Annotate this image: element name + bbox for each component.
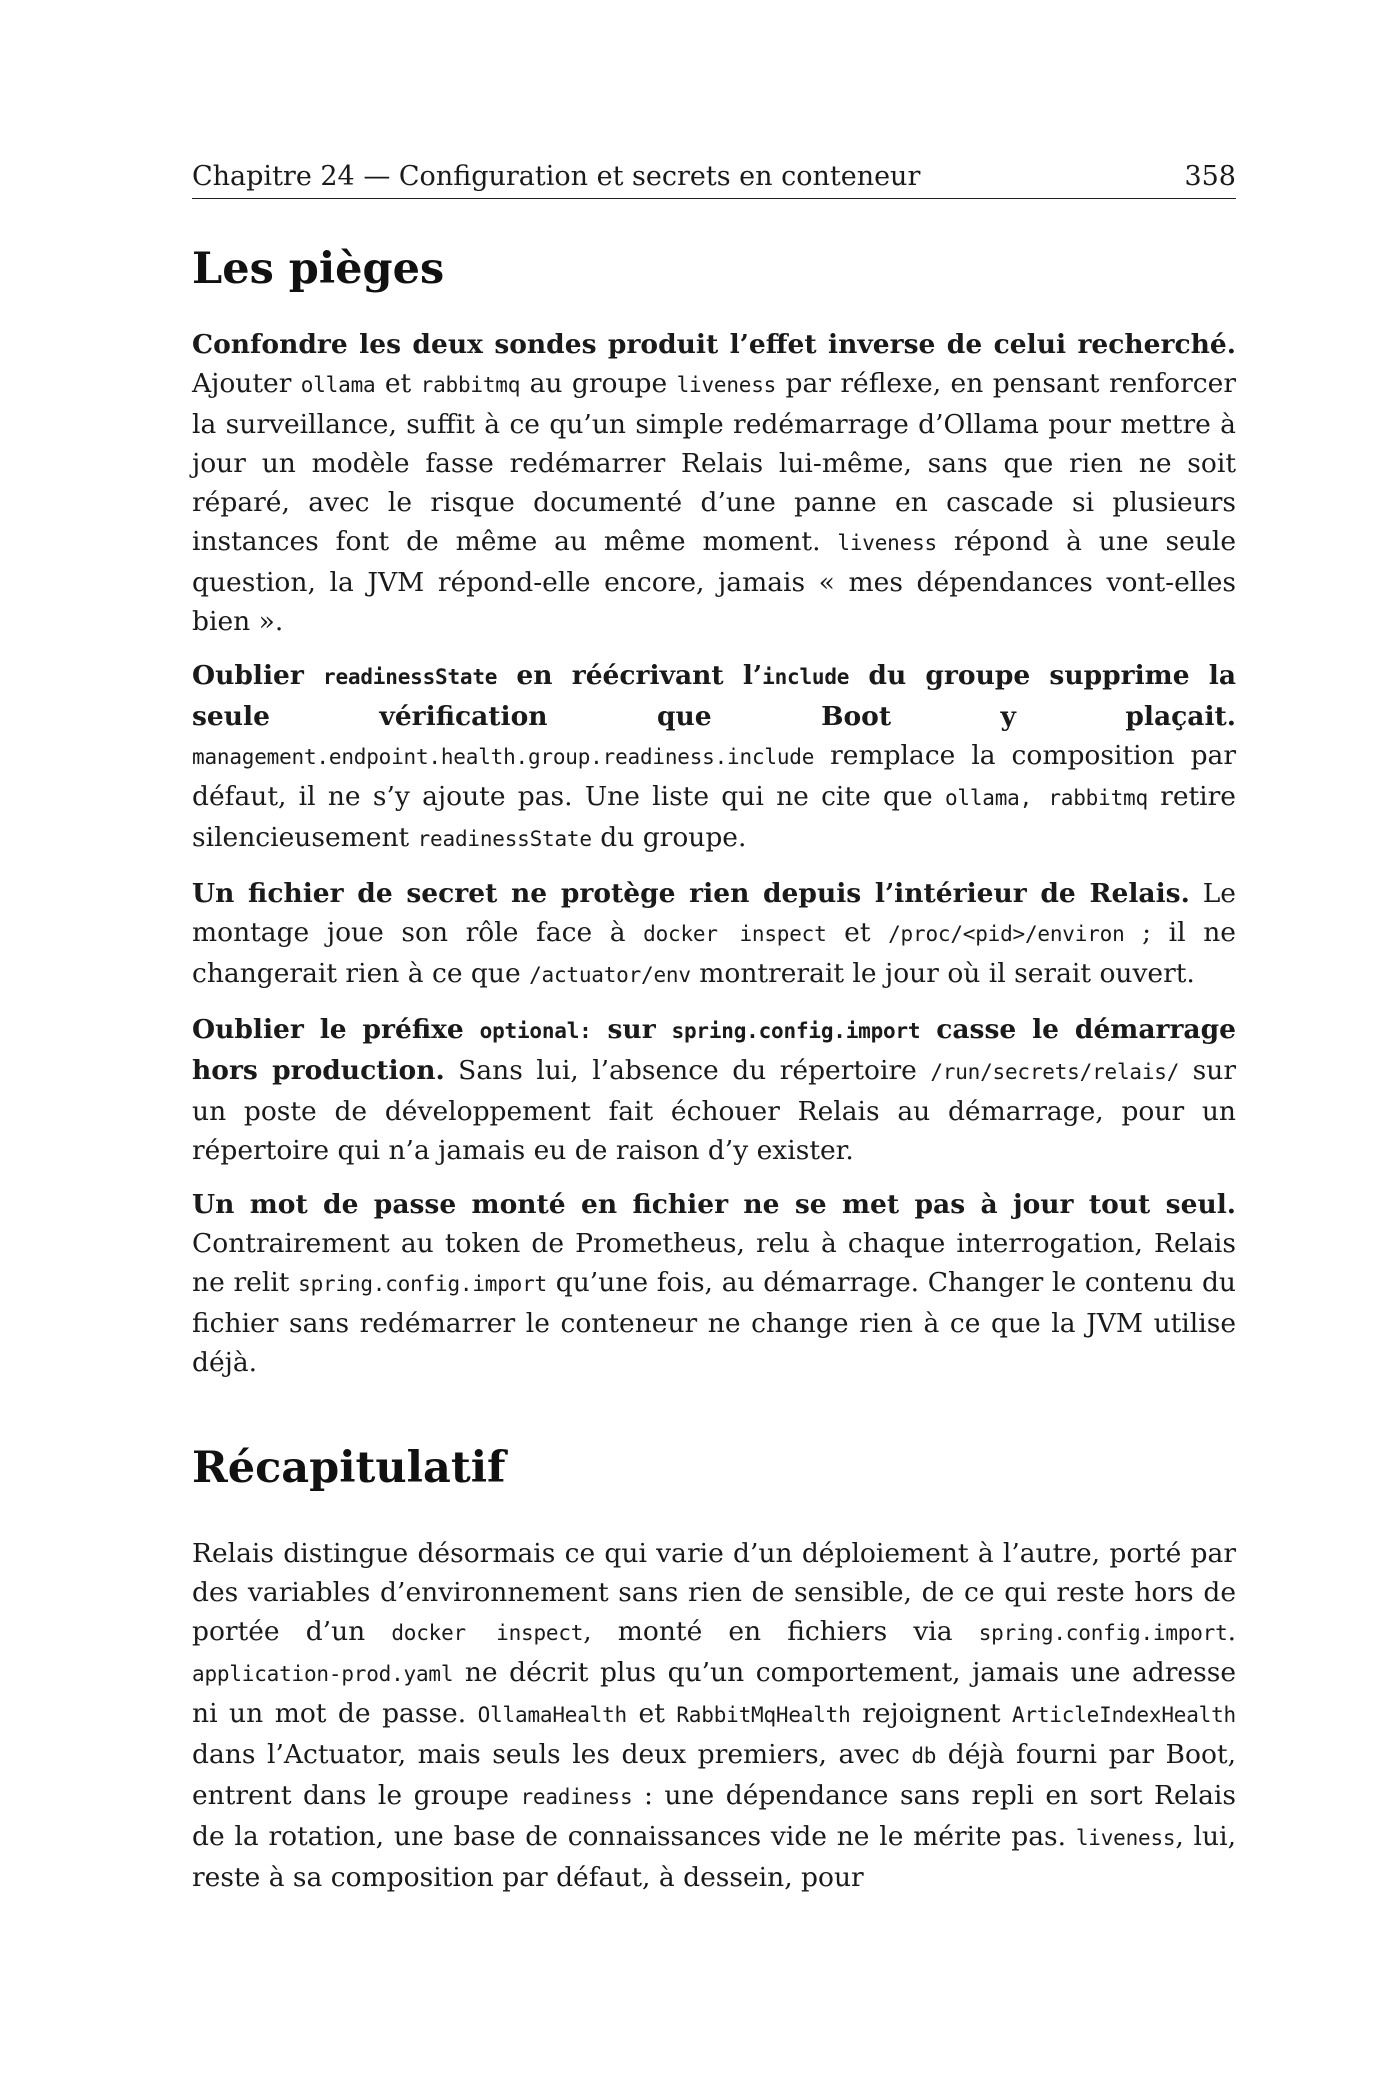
inline-code: liveness: [837, 531, 937, 555]
section-heading-pieges: Les pièges: [192, 244, 445, 294]
inline-code: management.endpoint.health.group.readiness.include: [192, 745, 815, 769]
inline-code: docker inspect: [391, 1621, 584, 1645]
paragraph-pitfall-optional-prefix: Oublier le préfixe optional: sur spring.config.import casse le démarrage hors production. Sans lui, l’absence du répertoire /run/secrets/relais/ sur un poste de développement fait échouer Relais au démarrage, pour un répertoire qui n’a jamais eu de raison d’y exister.: [192, 1014, 1237, 1166]
inline-code: spring.config.import: [978, 1621, 1228, 1645]
inline-code: readinessState: [417, 827, 592, 851]
inline-code: OllamaHealth: [477, 1703, 627, 1727]
inline-code: RabbitMqHealth: [676, 1703, 851, 1727]
pitfall-lead: Oublier readinessState en réécrivant l’include du groupe supprime la seule vérification que Boot y plaçait.: [192, 660, 1236, 732]
inline-code: /proc/<pid>/environ: [888, 922, 1125, 946]
paragraph-pitfall-secret-file: Un fichier de secret ne protège rien depuis l’intérieur de Relais. Le montage joue son rôle face à docker inspect et /proc/<pid>/environ ; il ne changerait rien à ce que /actuator/env montrerait le jour où il serait ouvert.: [192, 878, 1236, 989]
pitfall-lead: Un mot de passe monté en fichier ne se met pas à jour tout seul.: [192, 1189, 1236, 1220]
paragraph-pitfall-readiness-state: Oublier readinessState en réécrivant l’include du groupe supprime la seule vérification que Boot y plaçait. management.endpoint.health.group.readiness.include remplace la composition par défaut, il ne s’y ajoute pas. Une liste qui ne cite que ollama, rabbitmq retire silencieusement readinessState du groupe.: [192, 660, 1236, 853]
section-heading-recap: Récapitulatif: [192, 1443, 506, 1493]
inline-code: liveness: [1075, 1826, 1176, 1850]
inline-code: liveness: [676, 373, 777, 397]
page-number: 358: [1184, 161, 1236, 192]
inline-code: /run/secrets/relais/: [930, 1060, 1180, 1084]
inline-code: application-prod.yaml: [192, 1662, 454, 1686]
inline-code: rabbitmq: [420, 373, 521, 397]
running-header: [192, 160, 1236, 199]
inline-code: /actuator/env: [529, 963, 691, 987]
pitfall-lead: Confondre les deux sondes produit l’effet inverse de celui recherché.: [192, 329, 1236, 360]
inline-code: ollama, rabbitmq: [944, 786, 1148, 810]
paragraph-pitfall-password-refresh: Un mot de passe monté en fichier ne se met pas à jour tout seul. Contrairement au token de Prometheus, relu à chaque interrogation, Relais ne relit spring.config.import qu’une fois, au démarrage. Changer le contenu du fichier sans redémarrer le conteneur ne change rien à ce que la JVM utilise déjà.: [192, 1189, 1236, 1378]
pitfall-lead: Un fichier de secret ne protège rien depuis l’intérieur de Relais.: [192, 878, 1190, 909]
inline-code: ArticleIndexHealth: [1012, 1703, 1236, 1727]
pitfall-lead: Oublier le préfixe optional: sur spring.config.import casse le démarrage hors production.: [192, 1014, 1236, 1086]
paragraph-pitfall-probes: Confondre les deux sondes produit l’effet inverse de celui recherché. Ajouter ollama et rabbitmq au groupe liveness par réflexe, en pensant renforcer la surveillance, suffit à ce qu’un simple redémarrage d’Ollama pour mettre à jour un modèle fasse redémarrer Relais lui-même, sans que rien ne soit réparé, avec le risque documenté d’une panne en cascade si plusieurs instances font de même au même moment. liveness répond à une seule question, la JVM répond-elle encore, jamais « mes dépendances vont-elles bien ».: [192, 329, 1237, 637]
inline-code: readiness: [520, 1785, 633, 1809]
paragraph-recap: Relais distingue désormais ce qui varie d’un déploiement à l’autre, porté par des variables d’environnement sans rien de sensible, de ce qui reste hors de portée d’un docker inspect, monté en fichiers via spring.config.import. application-prod.yaml ne décrit plus qu’un comportement, jamais une adresse ni un mot de passe. OllamaHealth et RabbitMqHealth rejoignent ArticleIndexHealth dans l’Actuator, mais seuls les deux premiers, avec db déjà fourni par Boot, entrent dans le groupe readiness : une dépendance sans repli en sort Relais de la rotation, une base de connaissances vide ne le mérite pas. liveness, lui, reste à sa composition par défaut, à dessein, pour: [192, 1538, 1237, 1893]
chapter-title: Chapitre 24 — Configuration et secrets en conteneur: [192, 161, 921, 192]
inline-code: db: [911, 1744, 937, 1768]
inline-code: docker inspect: [643, 922, 827, 946]
inline-code: spring.config.import: [298, 1272, 548, 1296]
page: [192, 160, 1236, 1912]
inline-code: ollama: [300, 373, 376, 397]
